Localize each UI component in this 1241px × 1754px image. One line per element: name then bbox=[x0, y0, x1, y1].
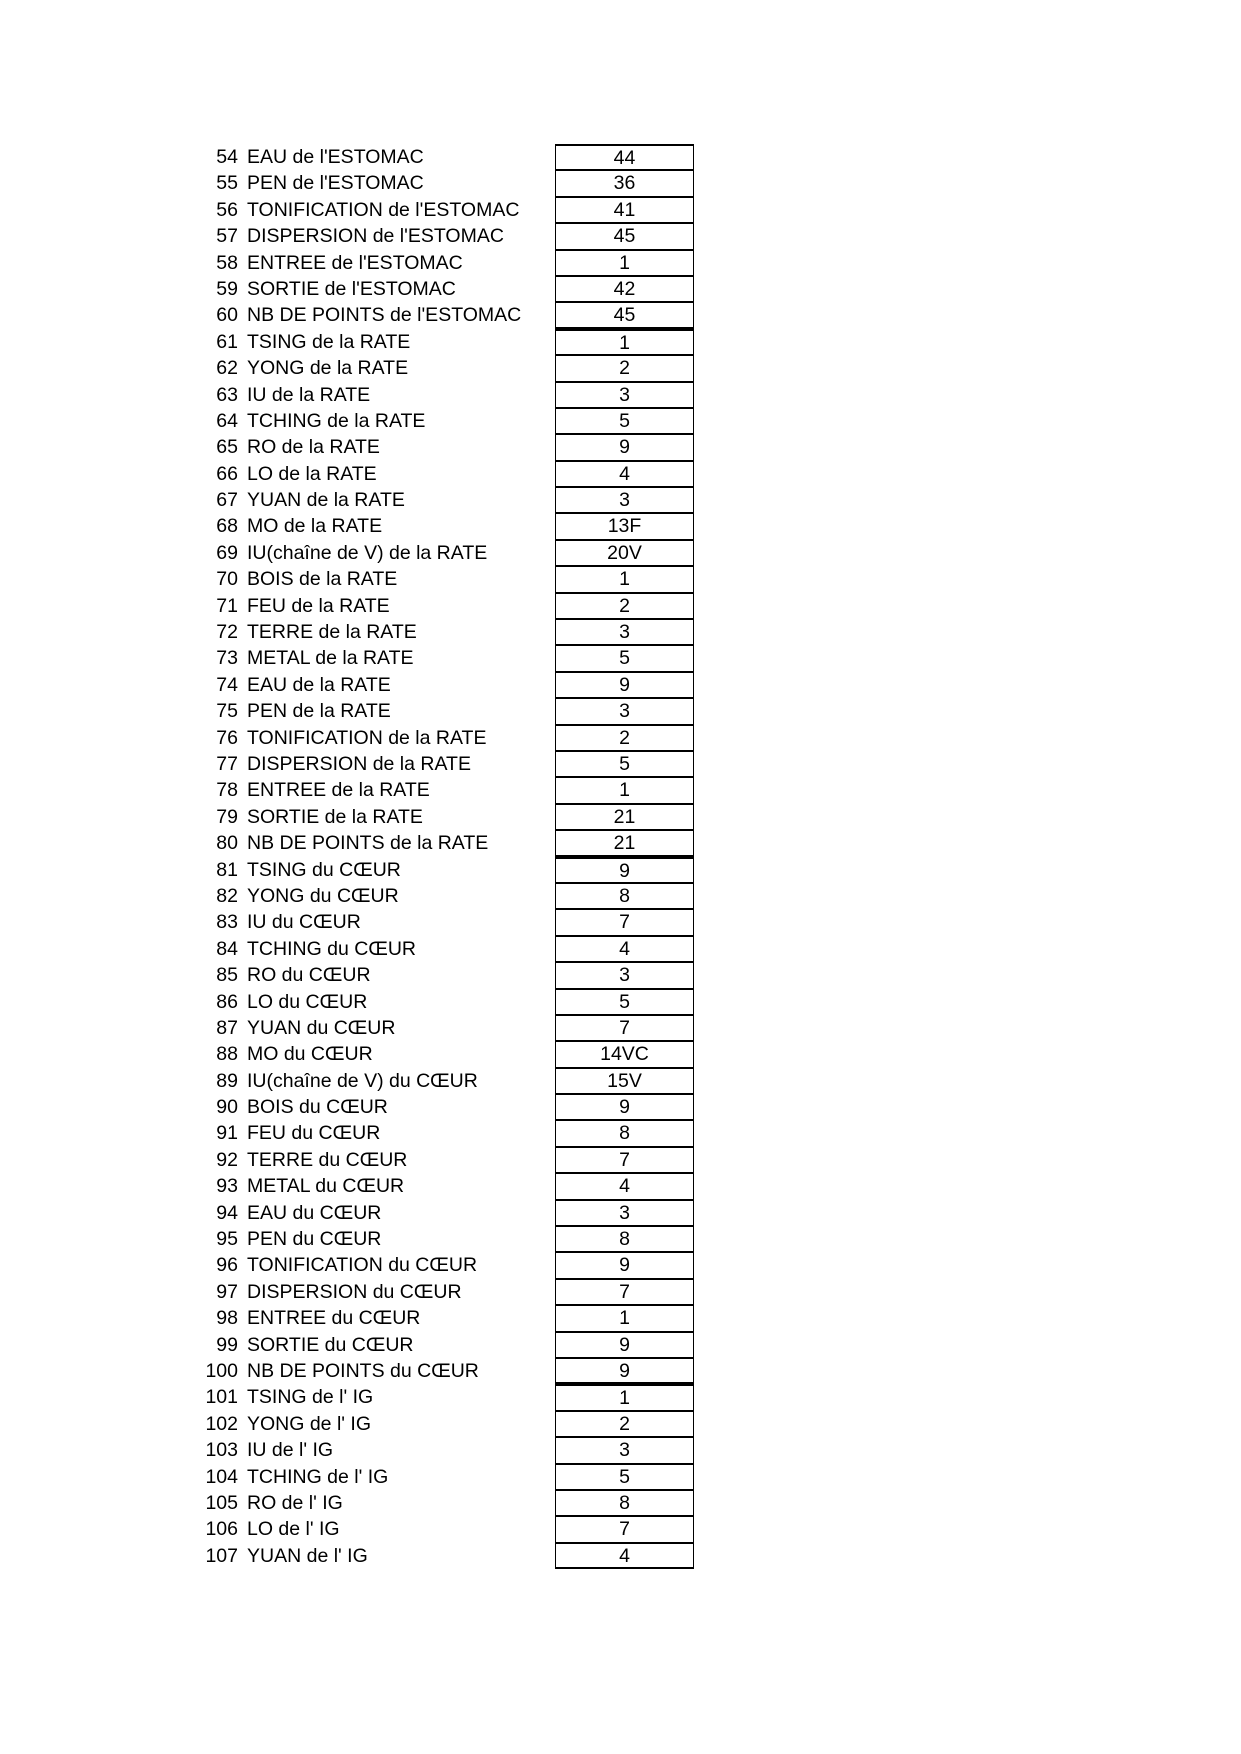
table-row bbox=[192, 1332, 694, 1358]
row-index: 90 bbox=[216, 1096, 238, 1119]
row-index: 63 bbox=[216, 383, 238, 406]
row-label: RO du CŒUR bbox=[247, 964, 371, 987]
row-index: 95 bbox=[216, 1228, 238, 1251]
row-index: 66 bbox=[216, 462, 238, 485]
row-value-cell: 2 bbox=[555, 725, 694, 751]
table-row bbox=[192, 408, 694, 434]
table-row bbox=[192, 857, 694, 883]
row-label: SORTIE de la RATE bbox=[247, 805, 423, 828]
row-index: 98 bbox=[216, 1307, 238, 1330]
row-label: EAU du CŒUR bbox=[247, 1201, 382, 1224]
row-value-cell: 42 bbox=[555, 276, 694, 302]
table-row bbox=[192, 1464, 694, 1490]
row-value-cell: 9 bbox=[555, 1094, 694, 1120]
row-index: 70 bbox=[216, 568, 238, 591]
table-row bbox=[192, 989, 694, 1015]
row-value-cell: 1 bbox=[555, 329, 694, 355]
row-label: RO de la RATE bbox=[247, 436, 380, 459]
row-value-cell: 9 bbox=[555, 434, 694, 460]
row-value-cell: 45 bbox=[555, 302, 694, 328]
row-label: TONIFICATION du CŒUR bbox=[247, 1254, 478, 1277]
table-row bbox=[192, 593, 694, 619]
table-row bbox=[192, 1147, 694, 1173]
row-label: TONIFICATION de l'ESTOMAC bbox=[247, 198, 520, 221]
row-value-cell: 41 bbox=[555, 197, 694, 223]
table-row bbox=[192, 1358, 694, 1384]
row-value-cell: 3 bbox=[555, 1200, 694, 1226]
row-label: BOIS de la RATE bbox=[247, 568, 398, 591]
row-value-cell: 9 bbox=[555, 1332, 694, 1358]
row-label: YUAN de l' IG bbox=[247, 1544, 368, 1567]
row-index: 77 bbox=[216, 752, 238, 775]
row-value-cell: 2 bbox=[555, 593, 694, 619]
table-row bbox=[192, 1068, 694, 1094]
table-row bbox=[192, 513, 694, 539]
row-value-cell: 21 bbox=[555, 830, 694, 856]
table-row bbox=[192, 619, 694, 645]
row-value-cell: 9 bbox=[555, 1358, 694, 1384]
row-value-cell: 21 bbox=[555, 804, 694, 830]
row-label: PEN du CŒUR bbox=[247, 1228, 382, 1251]
row-index: 75 bbox=[216, 700, 238, 723]
table-row bbox=[192, 1437, 694, 1463]
row-index: 62 bbox=[216, 357, 238, 380]
row-index: 84 bbox=[216, 937, 238, 960]
row-label: LO du CŒUR bbox=[247, 990, 368, 1013]
row-value-cell: 1 bbox=[555, 1305, 694, 1331]
row-label: LO de l' IG bbox=[247, 1518, 340, 1541]
table-row bbox=[192, 1411, 694, 1437]
row-index: 105 bbox=[205, 1491, 238, 1514]
row-label: LO de la RATE bbox=[247, 462, 377, 485]
row-value-cell: 4 bbox=[555, 936, 694, 962]
row-index: 93 bbox=[216, 1175, 238, 1198]
row-label: TSING de l' IG bbox=[247, 1386, 374, 1409]
row-index: 83 bbox=[216, 911, 238, 934]
table-row bbox=[192, 382, 694, 408]
row-index: 107 bbox=[205, 1544, 238, 1567]
row-label: YONG du CŒUR bbox=[247, 884, 399, 907]
row-value-cell: 7 bbox=[555, 1279, 694, 1305]
row-index: 65 bbox=[216, 436, 238, 459]
row-value-cell: 4 bbox=[555, 1173, 694, 1199]
table-row bbox=[192, 1384, 694, 1410]
row-label: RO de l' IG bbox=[247, 1491, 343, 1514]
table-row bbox=[192, 461, 694, 487]
table-row bbox=[192, 936, 694, 962]
table-row bbox=[192, 434, 694, 460]
table-row bbox=[192, 1490, 694, 1516]
row-index: 54 bbox=[216, 146, 238, 168]
table-row bbox=[192, 883, 694, 909]
row-index: 67 bbox=[216, 489, 238, 512]
row-index: 57 bbox=[216, 225, 238, 248]
row-label: EAU de l'ESTOMAC bbox=[247, 146, 424, 168]
row-value-cell: 3 bbox=[555, 619, 694, 645]
row-label: IU(chaîne de V) du CŒUR bbox=[247, 1069, 478, 1092]
row-label: ENTREE du CŒUR bbox=[247, 1307, 421, 1330]
row-value-cell: 2 bbox=[555, 355, 694, 381]
row-value-cell: 9 bbox=[555, 857, 694, 883]
table-row bbox=[192, 197, 694, 223]
table-row bbox=[192, 144, 694, 170]
row-label: NB DE POINTS de la RATE bbox=[247, 832, 489, 855]
row-index: 89 bbox=[216, 1069, 238, 1092]
row-index: 103 bbox=[205, 1439, 238, 1462]
row-label: YONG de l' IG bbox=[247, 1412, 372, 1435]
row-label: BOIS du CŒUR bbox=[247, 1096, 388, 1119]
row-index: 59 bbox=[216, 277, 238, 300]
row-label: YUAN du CŒUR bbox=[247, 1016, 396, 1039]
row-index: 73 bbox=[216, 647, 238, 670]
table-row bbox=[192, 725, 694, 751]
table-row bbox=[192, 1516, 694, 1542]
row-value-cell: 9 bbox=[555, 1252, 694, 1278]
row-value-cell: 8 bbox=[555, 1490, 694, 1516]
row-index: 58 bbox=[216, 251, 238, 274]
row-value-cell: 5 bbox=[555, 408, 694, 434]
row-label: TSING de la RATE bbox=[247, 330, 411, 353]
row-index: 68 bbox=[216, 515, 238, 538]
table-row bbox=[192, 751, 694, 777]
row-value-cell: 14VC bbox=[555, 1041, 694, 1067]
row-value-cell: 45 bbox=[555, 223, 694, 249]
row-value-cell: 1 bbox=[555, 566, 694, 592]
row-value-cell: 5 bbox=[555, 645, 694, 671]
row-value-cell: 5 bbox=[555, 751, 694, 777]
row-label: DISPERSION du CŒUR bbox=[247, 1280, 462, 1303]
row-label: METAL de la RATE bbox=[247, 647, 414, 670]
row-value-cell: 4 bbox=[555, 461, 694, 487]
row-value-cell: 8 bbox=[555, 1120, 694, 1146]
table-row bbox=[192, 302, 694, 328]
row-value-cell: 9 bbox=[555, 672, 694, 698]
table-row bbox=[192, 698, 694, 724]
row-label: SORTIE du CŒUR bbox=[247, 1333, 414, 1356]
row-value-cell: 15V bbox=[555, 1068, 694, 1094]
row-label: FEU du CŒUR bbox=[247, 1122, 381, 1145]
row-index: 97 bbox=[216, 1280, 238, 1303]
row-label: SORTIE de l'ESTOMAC bbox=[247, 277, 456, 300]
table-row bbox=[192, 645, 694, 671]
row-value-cell: 13F bbox=[555, 513, 694, 539]
row-index: 96 bbox=[216, 1254, 238, 1277]
row-index: 79 bbox=[216, 805, 238, 828]
table-row bbox=[192, 276, 694, 302]
row-label: IU de l' IG bbox=[247, 1439, 334, 1462]
row-label: TCHING de l' IG bbox=[247, 1465, 389, 1488]
row-label: TSING du CŒUR bbox=[247, 858, 401, 881]
table-row bbox=[192, 223, 694, 249]
row-index: 69 bbox=[216, 541, 238, 564]
row-value-cell: 20V bbox=[555, 540, 694, 566]
row-label: YONG de la RATE bbox=[247, 357, 409, 380]
row-label: NB DE POINTS du CŒUR bbox=[247, 1359, 479, 1382]
table-row bbox=[192, 804, 694, 830]
row-label: IU(chaîne de V) de la RATE bbox=[247, 541, 488, 564]
table-row bbox=[192, 1226, 694, 1252]
row-value-cell: 44 bbox=[555, 144, 694, 170]
table-row bbox=[192, 1543, 694, 1569]
row-index: 86 bbox=[216, 990, 238, 1013]
row-index: 61 bbox=[216, 330, 238, 353]
row-index: 104 bbox=[205, 1465, 238, 1488]
row-label: TCHING du CŒUR bbox=[247, 937, 417, 960]
row-value-cell: 5 bbox=[555, 1464, 694, 1490]
data-table bbox=[192, 144, 694, 1569]
table-row bbox=[192, 1305, 694, 1331]
row-index: 87 bbox=[216, 1016, 238, 1039]
row-label: ENTREE de la RATE bbox=[247, 779, 430, 802]
row-index: 88 bbox=[216, 1043, 238, 1066]
row-value-cell: 36 bbox=[555, 170, 694, 196]
row-value-cell: 3 bbox=[555, 382, 694, 408]
row-value-cell: 1 bbox=[555, 250, 694, 276]
row-index: 76 bbox=[216, 726, 238, 749]
row-index: 56 bbox=[216, 198, 238, 221]
row-index: 85 bbox=[216, 964, 238, 987]
row-index: 71 bbox=[216, 594, 238, 617]
row-label: MO du CŒUR bbox=[247, 1043, 373, 1066]
table-row bbox=[192, 1120, 694, 1146]
row-label: TONIFICATION de la RATE bbox=[247, 726, 487, 749]
row-value-cell: 7 bbox=[555, 1516, 694, 1542]
row-index: 101 bbox=[205, 1386, 238, 1409]
row-label: MO de la RATE bbox=[247, 515, 383, 538]
row-value-cell: 3 bbox=[555, 698, 694, 724]
row-label: TERRE de la RATE bbox=[247, 621, 417, 644]
table-row bbox=[192, 329, 694, 355]
row-label: TERRE du CŒUR bbox=[247, 1148, 408, 1171]
row-value-cell: 8 bbox=[555, 883, 694, 909]
row-index: 74 bbox=[216, 673, 238, 696]
row-index: 102 bbox=[205, 1412, 238, 1435]
row-value-cell: 5 bbox=[555, 989, 694, 1015]
table-row bbox=[192, 1252, 694, 1278]
row-label: METAL du CŒUR bbox=[247, 1175, 405, 1198]
row-index: 91 bbox=[216, 1122, 238, 1145]
row-index: 92 bbox=[216, 1148, 238, 1171]
row-value-cell: 3 bbox=[555, 962, 694, 988]
row-label: IU du CŒUR bbox=[247, 911, 361, 934]
row-index: 106 bbox=[205, 1518, 238, 1541]
table-row bbox=[192, 566, 694, 592]
table-row bbox=[192, 1041, 694, 1067]
row-value-cell: 1 bbox=[555, 777, 694, 803]
row-label: DISPERSION de la RATE bbox=[247, 752, 471, 775]
table-row bbox=[192, 1200, 694, 1226]
table-row bbox=[192, 830, 694, 856]
table-row bbox=[192, 1094, 694, 1120]
row-value-cell: 3 bbox=[555, 487, 694, 513]
table-row bbox=[192, 250, 694, 276]
table-row bbox=[192, 170, 694, 196]
row-label: PEN de la RATE bbox=[247, 700, 391, 723]
table-row bbox=[192, 777, 694, 803]
row-label: TCHING de la RATE bbox=[247, 409, 426, 432]
row-index: 55 bbox=[216, 172, 238, 195]
table-row bbox=[192, 1173, 694, 1199]
row-label: YUAN de la RATE bbox=[247, 489, 405, 512]
row-value-cell: 7 bbox=[555, 1015, 694, 1041]
row-index: 80 bbox=[216, 832, 238, 855]
row-value-cell: 1 bbox=[555, 1384, 694, 1410]
table-row bbox=[192, 487, 694, 513]
table-row bbox=[192, 672, 694, 698]
row-label: FEU de la RATE bbox=[247, 594, 390, 617]
table-row bbox=[192, 909, 694, 935]
row-index: 72 bbox=[216, 621, 238, 644]
table-row bbox=[192, 540, 694, 566]
row-value-cell: 7 bbox=[555, 1147, 694, 1173]
row-index: 78 bbox=[216, 779, 238, 802]
row-label: PEN de l'ESTOMAC bbox=[247, 172, 424, 195]
row-label: ENTREE de l'ESTOMAC bbox=[247, 251, 463, 274]
row-index: 100 bbox=[205, 1359, 238, 1382]
table-row bbox=[192, 1015, 694, 1041]
row-label: DISPERSION de l'ESTOMAC bbox=[247, 225, 504, 248]
row-index: 60 bbox=[216, 304, 238, 327]
table-row bbox=[192, 962, 694, 988]
row-value-cell: 7 bbox=[555, 909, 694, 935]
row-index: 64 bbox=[216, 409, 238, 432]
row-label: EAU de la RATE bbox=[247, 673, 391, 696]
table-row bbox=[192, 1279, 694, 1305]
table-row bbox=[192, 355, 694, 381]
row-index: 99 bbox=[216, 1333, 238, 1356]
row-value-cell: 2 bbox=[555, 1411, 694, 1437]
row-label: NB DE POINTS de l'ESTOMAC bbox=[247, 304, 522, 327]
row-index: 82 bbox=[216, 884, 238, 907]
row-index: 94 bbox=[216, 1201, 238, 1224]
row-value-cell: 4 bbox=[555, 1543, 694, 1569]
row-label: IU de la RATE bbox=[247, 383, 371, 406]
row-value-cell: 8 bbox=[555, 1226, 694, 1252]
row-value-cell: 3 bbox=[555, 1437, 694, 1463]
row-index: 81 bbox=[216, 858, 238, 881]
